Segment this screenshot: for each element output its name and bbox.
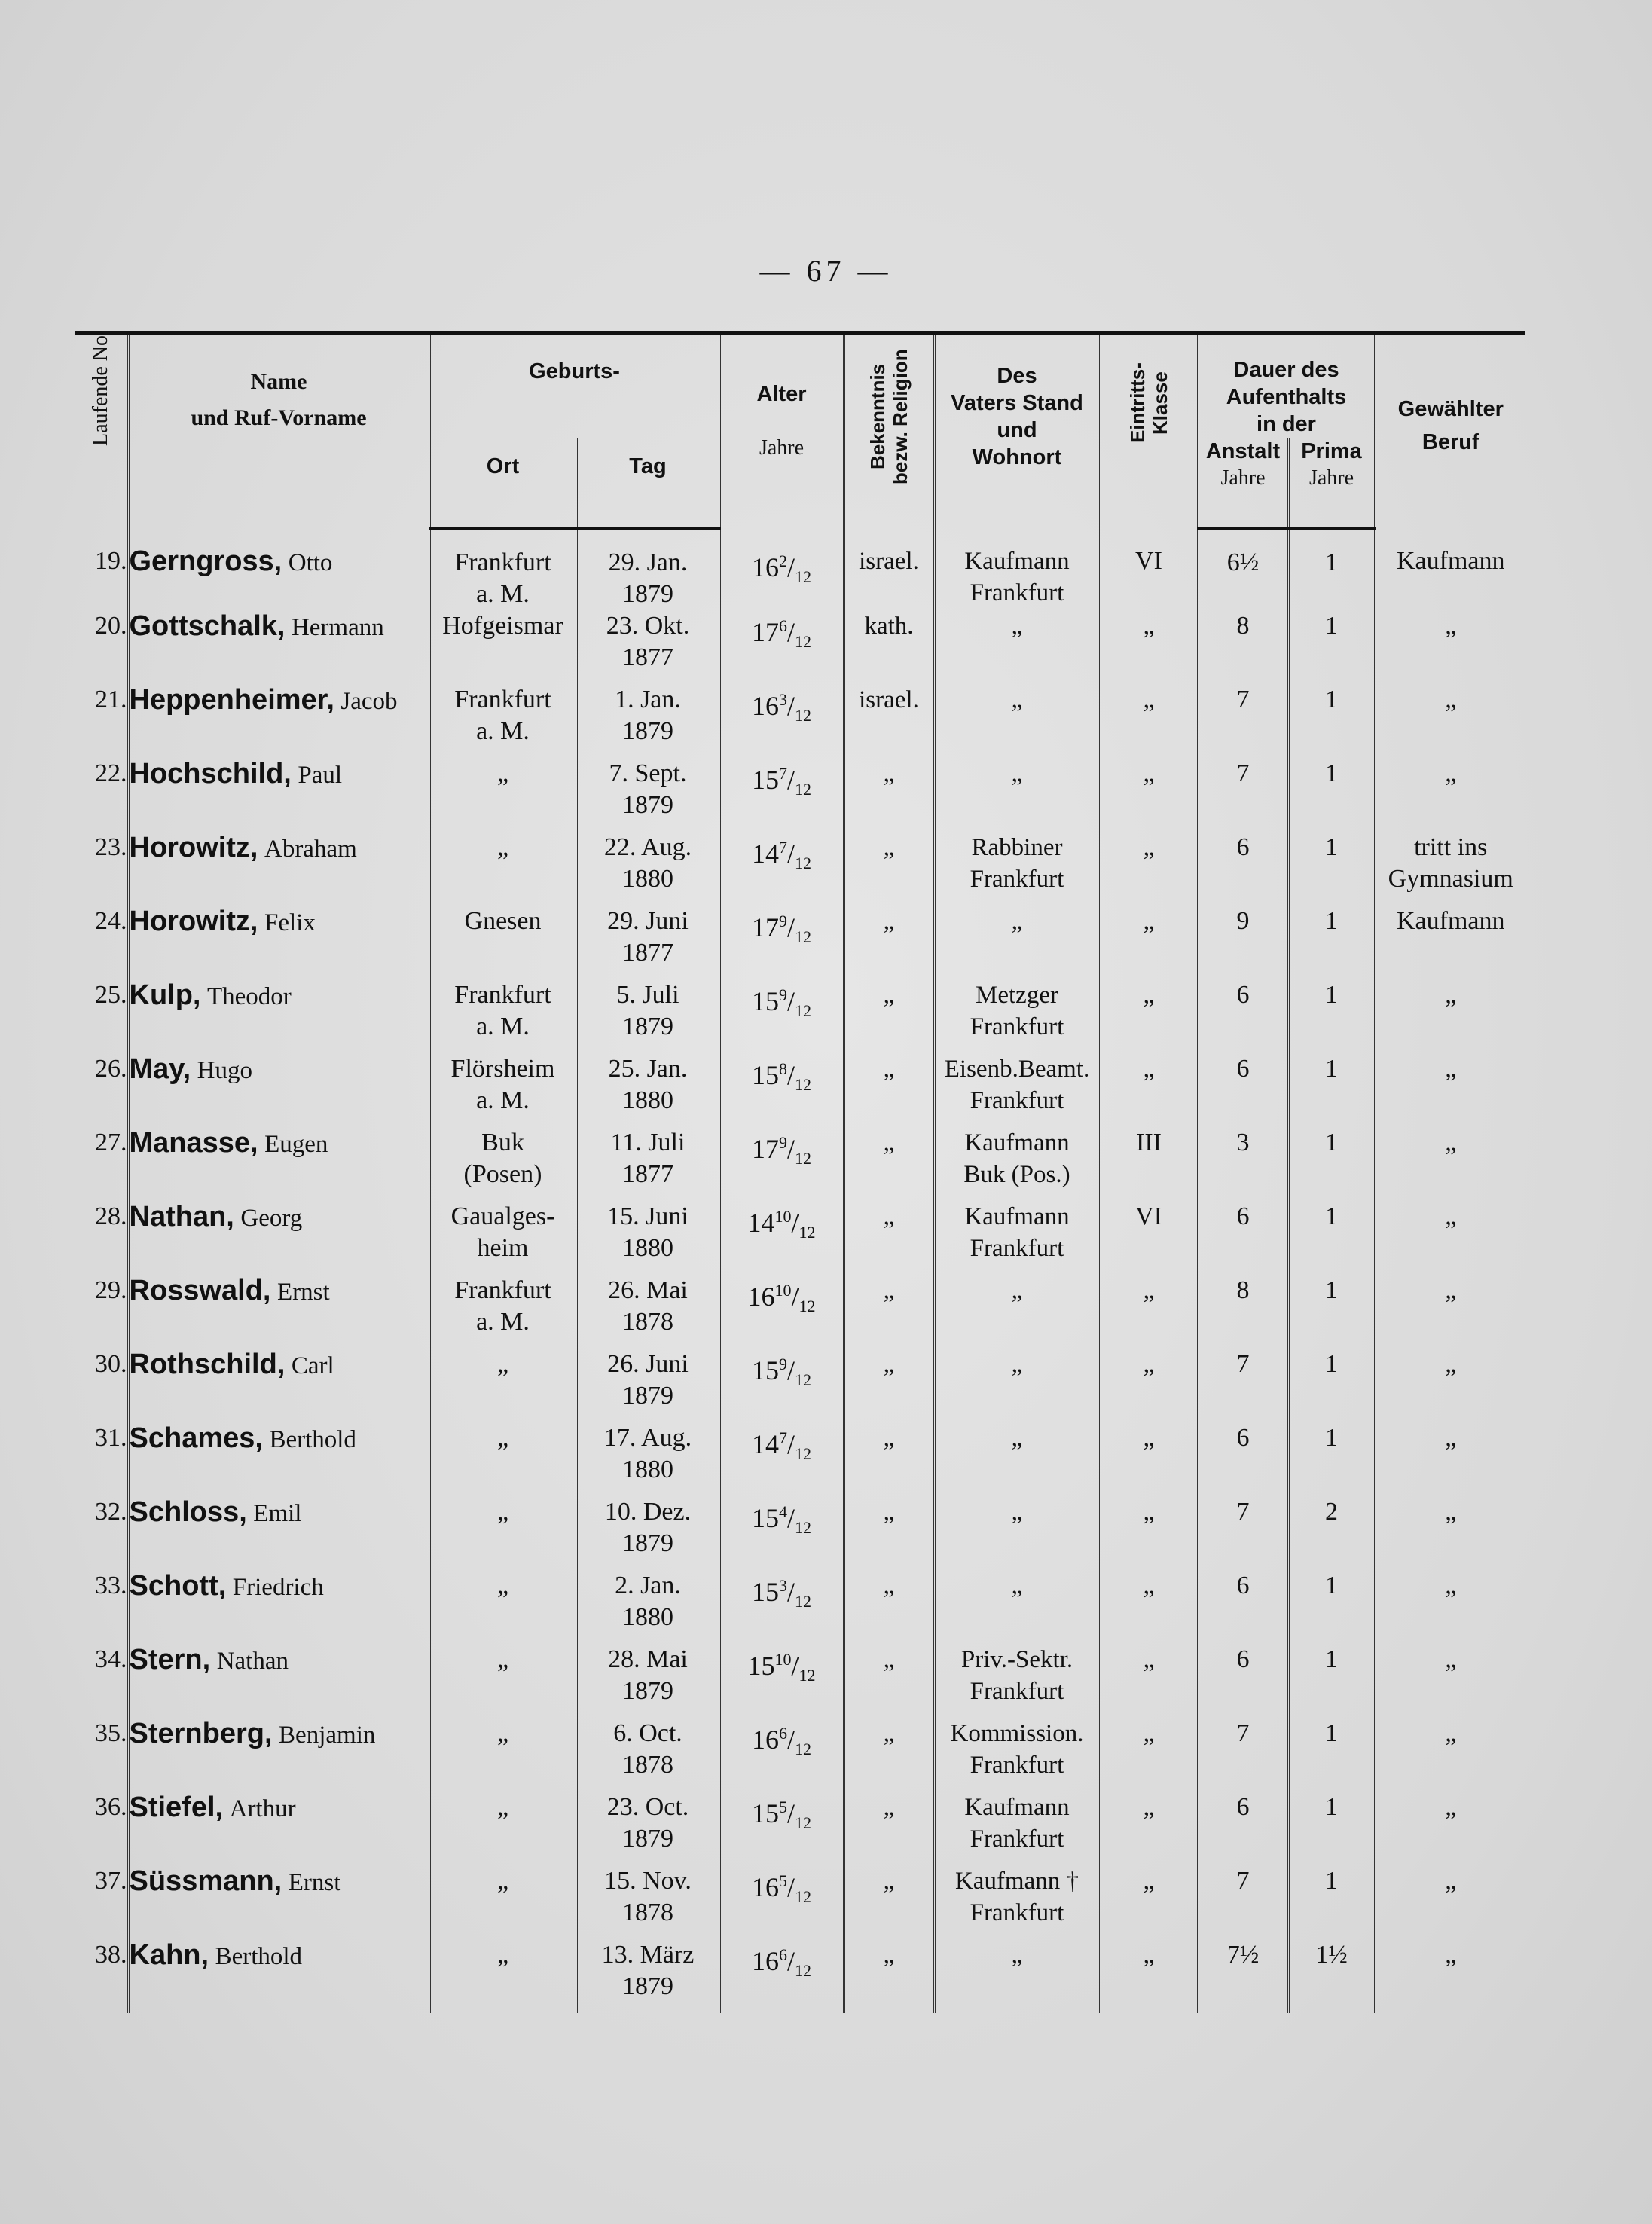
chosen-profession: „ [1445, 1645, 1457, 1673]
student-name [128, 832, 429, 906]
entry-class: „ [1100, 1496, 1198, 1570]
table-row [75, 529, 1525, 611]
surname: Sternberg, [129, 1718, 273, 1749]
surname: Schloss, [129, 1496, 247, 1528]
table-row [75, 906, 1525, 979]
entry-class: III [1100, 1127, 1198, 1201]
table-row [75, 1496, 1525, 1570]
row-number: 38. [75, 1939, 128, 2013]
row-number: 19. [75, 529, 128, 611]
student-name [128, 529, 429, 611]
religion: „ [844, 979, 934, 1053]
entry-class: „ [1100, 610, 1198, 684]
entry-class: „ [1100, 1349, 1198, 1422]
row-number: 27. [75, 1127, 128, 1201]
birth-date: 17. Aug. 1880 [576, 1422, 719, 1496]
student-name [128, 610, 429, 684]
chosen-profession: „ [1445, 1793, 1457, 1821]
birth-place: „ [429, 1644, 576, 1718]
birth-date: 6. Oct. 1878 [576, 1718, 719, 1792]
given-name: Abraham [264, 836, 357, 863]
header-tag: Tag [576, 438, 719, 529]
chosen-profession: „ [1445, 1350, 1457, 1378]
years-anstalt: 7 [1198, 1865, 1288, 1939]
table-row [75, 610, 1525, 684]
age: $15^{10}/_{12}$ [719, 1644, 844, 1718]
years-anstalt: 7 [1198, 1718, 1288, 1792]
student-name [128, 758, 429, 832]
chosen-profession: „ [1445, 1202, 1457, 1230]
birth-place: „ [429, 1939, 576, 2013]
header-prima: Prima Jahre [1288, 438, 1375, 529]
years-prima: 1 [1288, 529, 1375, 611]
entry-class: „ [1100, 1865, 1198, 1939]
birth-place: „ [429, 1718, 576, 1792]
table-row [75, 1201, 1525, 1275]
table-row [75, 1349, 1525, 1422]
birth-place: Frankfurt a. M. [429, 979, 576, 1053]
years-prima: 1 [1288, 906, 1375, 979]
table-row [75, 1865, 1525, 1939]
birth-place: Flörsheim a. M. [429, 1053, 576, 1127]
given-name: Jacob [340, 688, 398, 715]
years-anstalt: 6 [1198, 1422, 1288, 1496]
table-row [75, 1127, 1525, 1201]
surname: Süssmann, [129, 1865, 282, 1897]
age: $16^{10}/_{12}$ [719, 1275, 844, 1349]
years-anstalt: 7 [1198, 758, 1288, 832]
row-number: 32. [75, 1496, 128, 1570]
birth-place: „ [429, 1349, 576, 1422]
row-number: 34. [75, 1644, 128, 1718]
row-number: 35. [75, 1718, 128, 1792]
header-anstalt: Anstalt Jahre [1198, 438, 1288, 529]
years-anstalt: 8 [1198, 1275, 1288, 1349]
age: $15^4/_{12}$ [719, 1496, 844, 1570]
father-occupation: „ [934, 758, 1100, 832]
given-name: Benjamin [279, 1721, 376, 1749]
religion: kath. [844, 610, 934, 684]
student-name [128, 1718, 429, 1792]
birth-place: Buk (Posen) [429, 1127, 576, 1201]
birth-place: Frankfurt a. M. [429, 684, 576, 758]
years-anstalt: 6 [1198, 832, 1288, 906]
birth-date: 7. Sept. 1879 [576, 758, 719, 832]
years-anstalt: 7½ [1198, 1939, 1288, 2013]
father-occupation: „ [934, 1570, 1100, 1644]
father-occupation: „ [934, 1349, 1100, 1422]
given-name: Nathan [216, 1648, 289, 1675]
entry-class: „ [1100, 1053, 1198, 1127]
entry-class: „ [1100, 832, 1198, 906]
row-number: 28. [75, 1201, 128, 1275]
birth-place: Frankfurt a. M. [429, 1275, 576, 1349]
age: $16^6/_{12}$ [719, 1718, 844, 1792]
birth-date: 10. Dez. 1879 [576, 1496, 719, 1570]
chosen-profession: tritt ins Gymnasium [1388, 833, 1513, 893]
surname: Horowitz, [129, 906, 258, 937]
student-name [128, 1496, 429, 1570]
student-name [128, 906, 429, 979]
years-anstalt: 9 [1198, 906, 1288, 979]
header-beruf: Gewählter Beruf [1375, 334, 1525, 529]
surname: Kahn, [129, 1939, 209, 1971]
student-name [128, 1127, 429, 1201]
religion: „ [844, 1053, 934, 1127]
student-name [128, 1939, 429, 2013]
age: $17^9/_{12}$ [719, 1127, 844, 1201]
religion: „ [844, 1201, 934, 1275]
header-name: Name und Ruf-Vorname [128, 334, 429, 529]
chosen-profession: „ [1445, 1498, 1457, 1526]
student-name [128, 1349, 429, 1422]
surname: Gottschalk, [129, 610, 286, 642]
birth-date: 23. Oct. 1879 [576, 1792, 719, 1865]
birth-date: 28. Mai 1879 [576, 1644, 719, 1718]
years-prima: 1 [1288, 1718, 1375, 1792]
row-number: 29. [75, 1275, 128, 1349]
row-number: 23. [75, 832, 128, 906]
religion: „ [844, 1349, 934, 1422]
birth-date: 15. Juni 1880 [576, 1201, 719, 1275]
father-occupation: Kaufmann Frankfurt [934, 1792, 1100, 1865]
row-number: 25. [75, 979, 128, 1053]
chosen-profession: Kaufmann [1396, 546, 1505, 575]
header-laufende-no: Laufende No [75, 334, 128, 529]
surname: Gerngross, [129, 545, 282, 577]
age: $15^3/_{12}$ [719, 1570, 844, 1644]
chosen-profession: Kaufmann [1396, 907, 1505, 935]
years-anstalt: 6 [1198, 1570, 1288, 1644]
surname: Stern, [129, 1644, 211, 1676]
entry-class: „ [1100, 758, 1198, 832]
age: $17^9/_{12}$ [719, 906, 844, 979]
religion: „ [844, 1570, 934, 1644]
age: $16^2/_{12}$ [719, 529, 844, 611]
given-name: Otto [288, 548, 333, 576]
given-name: Berthold [269, 1426, 356, 1453]
surname: May, [129, 1053, 191, 1085]
birth-place: „ [429, 758, 576, 832]
given-name: Hermann [291, 614, 384, 641]
religion: „ [844, 758, 934, 832]
father-occupation: „ [934, 1422, 1100, 1496]
birth-place: „ [429, 1570, 576, 1644]
given-name: Theodor [206, 983, 292, 1010]
birth-date: 13. März 1879 [576, 1939, 719, 2013]
chosen-profession: „ [1445, 612, 1457, 640]
row-number: 24. [75, 906, 128, 979]
chosen-profession: „ [1445, 1867, 1457, 1895]
religion: „ [844, 1422, 934, 1496]
years-prima: 1 [1288, 1053, 1375, 1127]
surname: Stiefel, [129, 1792, 224, 1823]
entry-class: „ [1100, 1275, 1198, 1349]
given-name: Ernst [276, 1278, 330, 1306]
header-bekenntnis: Bekenntnis bezw. Religion [844, 334, 934, 529]
birth-date: 15. Nov. 1878 [576, 1865, 719, 1939]
chosen-profession: „ [1445, 1572, 1457, 1599]
birth-date: 22. Aug. 1880 [576, 832, 719, 906]
years-anstalt: 7 [1198, 1349, 1288, 1422]
age: $15^7/_{12}$ [719, 758, 844, 832]
given-name: Paul [298, 762, 343, 789]
given-name: Berthold [215, 1943, 303, 1970]
father-occupation: Kaufmann Frankfurt [934, 529, 1100, 611]
years-prima: 1 [1288, 1422, 1375, 1496]
years-anstalt: 6 [1198, 1792, 1288, 1865]
birth-date: 2. Jan. 1880 [576, 1570, 719, 1644]
chosen-profession: „ [1445, 759, 1457, 787]
surname: Schames, [129, 1422, 263, 1454]
entry-class: „ [1100, 684, 1198, 758]
student-name [128, 1792, 429, 1865]
father-occupation: „ [934, 610, 1100, 684]
row-number: 36. [75, 1792, 128, 1865]
header-alter: Alter Jahre [719, 334, 844, 529]
row-number: 33. [75, 1570, 128, 1644]
header-geburts: Geburts- [429, 334, 719, 438]
student-name [128, 1053, 429, 1127]
table-row [75, 979, 1525, 1053]
entry-class: VI [1100, 529, 1198, 611]
student-name [128, 684, 429, 758]
years-prima: 1 [1288, 758, 1375, 832]
age: $15^9/_{12}$ [719, 1349, 844, 1422]
years-prima: 1½ [1288, 1939, 1375, 2013]
years-anstalt: 6 [1198, 1201, 1288, 1275]
birth-place: „ [429, 1792, 576, 1865]
age: $15^5/_{12}$ [719, 1792, 844, 1865]
entry-class: „ [1100, 979, 1198, 1053]
birth-place: Gaualges- heim [429, 1201, 576, 1275]
birth-place: Gnesen [429, 906, 576, 979]
table-row [75, 1570, 1525, 1644]
entry-class: „ [1100, 1718, 1198, 1792]
chosen-profession: „ [1445, 981, 1457, 1009]
entry-class: „ [1100, 906, 1198, 979]
religion: „ [844, 832, 934, 906]
chosen-profession: „ [1445, 1055, 1457, 1083]
table-row [75, 684, 1525, 758]
father-occupation: „ [934, 1496, 1100, 1570]
student-name [128, 1865, 429, 1939]
row-number: 21. [75, 684, 128, 758]
years-anstalt: 7 [1198, 1496, 1288, 1570]
entry-class: „ [1100, 1422, 1198, 1496]
religion: „ [844, 906, 934, 979]
surname: Nathan, [129, 1201, 234, 1233]
student-name [128, 979, 429, 1053]
birth-place: Hofgeismar [429, 610, 576, 684]
birth-date: 29. Juni 1877 [576, 906, 719, 979]
birth-place: „ [429, 1496, 576, 1570]
years-prima: 1 [1288, 1644, 1375, 1718]
table-row [75, 832, 1525, 906]
table-row [75, 1275, 1525, 1349]
header-eintritts-klasse: Eintritts-Klasse [1100, 334, 1198, 529]
religion: „ [844, 1718, 934, 1792]
row-number: 31. [75, 1422, 128, 1496]
student-name [128, 1201, 429, 1275]
chosen-profession: „ [1445, 1719, 1457, 1747]
header-dauer: Dauer des Aufenthalts in der [1198, 334, 1375, 438]
years-anstalt: 6 [1198, 979, 1288, 1053]
student-name [128, 1422, 429, 1496]
birth-place: „ [429, 1865, 576, 1939]
given-name: Friedrich [232, 1574, 324, 1601]
religion: „ [844, 1275, 934, 1349]
surname: Rothschild, [129, 1349, 286, 1380]
chosen-profession: „ [1445, 1276, 1457, 1304]
row-number: 26. [75, 1053, 128, 1127]
given-name: Hugo [197, 1057, 253, 1084]
father-occupation: „ [934, 684, 1100, 758]
entry-class: „ [1100, 1570, 1198, 1644]
age: $16^6/_{12}$ [719, 1939, 844, 2013]
age: $17^6/_{12}$ [719, 610, 844, 684]
table-row [75, 1053, 1525, 1127]
given-name: Arthur [229, 1795, 296, 1822]
birth-date: 5. Juli 1879 [576, 979, 719, 1053]
table-row [75, 758, 1525, 832]
father-occupation: „ [934, 906, 1100, 979]
table-row [75, 1422, 1525, 1496]
father-occupation: „ [934, 1275, 1100, 1349]
birth-date: 26. Mai 1878 [576, 1275, 719, 1349]
father-occupation: Rabbiner Frankfurt [934, 832, 1100, 906]
years-anstalt: 6 [1198, 1053, 1288, 1127]
given-name: Georg [240, 1205, 303, 1232]
surname: Kulp, [129, 979, 201, 1011]
father-occupation: Priv.-Sektr. Frankfurt [934, 1644, 1100, 1718]
years-anstalt: 6 [1198, 1644, 1288, 1718]
birth-date: 23. Okt. 1877 [576, 610, 719, 684]
given-name: Carl [291, 1352, 334, 1379]
years-prima: 1 [1288, 1792, 1375, 1865]
father-occupation: „ [934, 1939, 1100, 2013]
birth-date: 29. Jan. 1879 [576, 529, 719, 611]
years-prima: 2 [1288, 1496, 1375, 1570]
age: $14^7/_{12}$ [719, 1422, 844, 1496]
religion: „ [844, 1127, 934, 1201]
religion: „ [844, 1939, 934, 2013]
father-occupation: Kaufmann Frankfurt [934, 1201, 1100, 1275]
age: $16^5/_{12}$ [719, 1865, 844, 1939]
given-name: Emil [253, 1500, 302, 1527]
age: $14^{10}/_{12}$ [719, 1201, 844, 1275]
father-occupation: Kaufmann Buk (Pos.) [934, 1127, 1100, 1201]
years-anstalt: 6½ [1198, 529, 1288, 611]
header-ort: Ort [429, 438, 576, 529]
birth-date: 1. Jan. 1879 [576, 684, 719, 758]
entry-class: VI [1100, 1201, 1198, 1275]
father-occupation: Eisenb.Beamt. Frankfurt [934, 1053, 1100, 1127]
given-name: Felix [264, 909, 316, 936]
row-number: 37. [75, 1865, 128, 1939]
surname: Schott, [129, 1570, 227, 1602]
father-occupation: Kommission. Frankfurt [934, 1718, 1100, 1792]
student-name [128, 1275, 429, 1349]
entry-class: „ [1100, 1939, 1198, 2013]
birth-date: 25. Jan. 1880 [576, 1053, 719, 1127]
father-occupation: Kaufmann † Frankfurt [934, 1865, 1100, 1939]
surname: Heppenheimer, [129, 684, 334, 716]
years-prima: 1 [1288, 1865, 1375, 1939]
row-number: 20. [75, 610, 128, 684]
table-body [75, 529, 1525, 2014]
chosen-profession: „ [1445, 1129, 1457, 1156]
given-name: Eugen [264, 1131, 328, 1158]
years-prima: 1 [1288, 1349, 1375, 1422]
age: $16^3/_{12}$ [719, 684, 844, 758]
years-prima: 1 [1288, 1570, 1375, 1644]
row-number: 30. [75, 1349, 128, 1422]
chosen-profession: „ [1445, 1941, 1457, 1969]
years-prima: 1 [1288, 979, 1375, 1053]
religion: israel. [844, 684, 934, 758]
years-prima: 1 [1288, 832, 1375, 906]
religion: „ [844, 1644, 934, 1718]
years-prima: 1 [1288, 610, 1375, 684]
years-prima: 1 [1288, 1201, 1375, 1275]
father-occupation: Metzger Frankfurt [934, 979, 1100, 1053]
age: $15^9/_{12}$ [719, 979, 844, 1053]
student-name [128, 1570, 429, 1644]
header-vaters-stand: Des Vaters Stand und Wohnort [934, 334, 1100, 529]
birth-place: „ [429, 832, 576, 906]
student-register-table [75, 331, 1525, 2013]
table-row [75, 1718, 1525, 1792]
years-prima: 1 [1288, 1127, 1375, 1201]
age: $15^8/_{12}$ [719, 1053, 844, 1127]
religion: „ [844, 1865, 934, 1939]
surname: Manasse, [129, 1127, 258, 1159]
chosen-profession: „ [1445, 1424, 1457, 1452]
birth-date: 26. Juni 1879 [576, 1349, 719, 1422]
entry-class: „ [1100, 1644, 1198, 1718]
student-name [128, 1644, 429, 1718]
religion: „ [844, 1792, 934, 1865]
years-anstalt: 3 [1198, 1127, 1288, 1201]
birth-place: „ [429, 1422, 576, 1496]
religion: „ [844, 1496, 934, 1570]
table-header [75, 334, 1525, 529]
years-prima: 1 [1288, 684, 1375, 758]
given-name: Ernst [288, 1869, 341, 1896]
surname: Horowitz, [129, 832, 258, 863]
table-row [75, 1644, 1525, 1718]
surname: Hochschild, [129, 758, 292, 790]
surname: Rosswald, [129, 1275, 271, 1306]
years-prima: 1 [1288, 1275, 1375, 1349]
birth-date: 11. Juli 1877 [576, 1127, 719, 1201]
table-row [75, 1939, 1525, 2013]
chosen-profession: „ [1445, 686, 1457, 713]
row-number: 22. [75, 758, 128, 832]
birth-place: Frankfurt a. M. [429, 529, 576, 611]
page-number: — 67 — [759, 254, 893, 288]
table-row [75, 1792, 1525, 1865]
years-anstalt: 7 [1198, 684, 1288, 758]
age: $14^7/_{12}$ [719, 832, 844, 906]
entry-class: „ [1100, 1792, 1198, 1865]
years-anstalt: 8 [1198, 610, 1288, 684]
religion: israel. [844, 529, 934, 611]
